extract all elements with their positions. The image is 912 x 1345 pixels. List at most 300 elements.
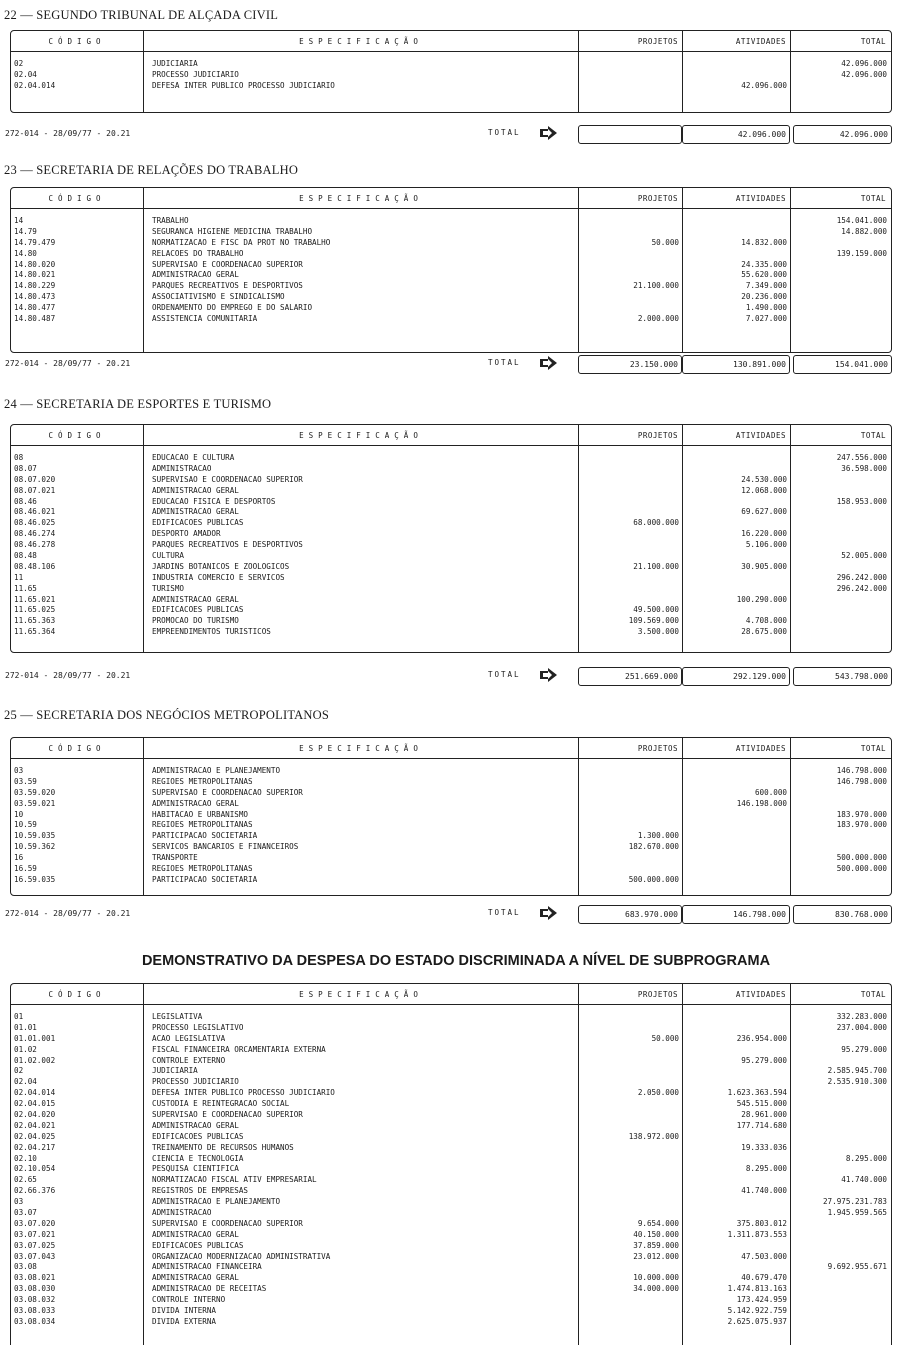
cell-total: 332.283.000 <box>836 1012 887 1021</box>
cell-projetos <box>579 810 682 821</box>
cell-total <box>791 507 890 518</box>
header-atividades: ATIVIDADES <box>683 31 791 51</box>
cell-projetos: 49.500.000 <box>633 605 679 615</box>
cell-especificacao: ASSISTENCIA COMUNITARIA <box>152 314 258 324</box>
cell-projetos <box>579 864 682 875</box>
cell-especificacao: RELACOES DO TRABALHO <box>152 248 244 258</box>
header-codigo: CÓDIGO <box>11 188 144 208</box>
table-body <box>11 1005 891 1345</box>
cell-atividades <box>683 1208 790 1219</box>
cell-total <box>791 1164 890 1175</box>
cell-especificacao: SUPERVISAO E COORDENACAO SUPERIOR <box>152 787 303 797</box>
cell-codigo: 01 <box>14 1012 24 1021</box>
column-projetos <box>579 446 683 652</box>
cell-atividades <box>683 605 790 616</box>
cell-codigo: 14.79 <box>14 226 37 236</box>
cell-especificacao: EMPREENDIMENTOS TURISTICOS <box>152 627 271 637</box>
cell-atividades: 47.503.000 <box>741 1251 787 1261</box>
cell-especificacao: ADMINISTRACAO E PLANEJAMENTO <box>152 766 281 775</box>
cell-especificacao: CULTURA <box>152 551 185 561</box>
cell-total <box>791 518 890 529</box>
cell-projetos <box>579 1317 682 1328</box>
section-title: 24 — SECRETARIA DE ESPORTES E TURISMO <box>4 397 272 411</box>
cell-atividades: 177.714.680 <box>736 1120 787 1130</box>
column-especificacao <box>144 759 579 895</box>
cell-codigo: 08.46 <box>14 496 37 506</box>
cell-atividades: 100.290.000 <box>736 594 787 604</box>
cell-projetos <box>579 507 682 518</box>
cell-atividades <box>683 497 790 508</box>
header-codigo: CÓDIGO <box>11 425 144 445</box>
print-stamp: 272-014 - 28/09/77 - 20.21 <box>5 909 131 918</box>
cell-total: 183.970.000 <box>836 820 887 830</box>
cell-especificacao: PESQUISA CIENTIFICA <box>152 1164 239 1174</box>
cell-projetos <box>579 260 682 271</box>
table-header <box>11 738 891 759</box>
budget-table <box>10 737 892 896</box>
header-projetos: PROJETOS <box>579 738 683 758</box>
cell-codigo: 03.59.020 <box>14 787 56 797</box>
cell-atividades <box>683 216 790 227</box>
header-projetos: PROJETOS <box>579 425 683 445</box>
cell-codigo: 08.07 <box>14 463 37 473</box>
cell-atividades: 41.740.000 <box>741 1186 787 1196</box>
header-projetos: PROJETOS <box>579 984 683 1004</box>
cell-codigo: 08.48 <box>14 551 37 561</box>
cell-total: 8.295.000 <box>845 1153 887 1163</box>
total-projetos <box>578 125 682 144</box>
cell-total: 139.159.000 <box>836 248 887 258</box>
cell-projetos <box>579 81 682 92</box>
cell-codigo: 03.08.021 <box>14 1273 56 1283</box>
cell-projetos <box>579 584 682 595</box>
cell-atividades: 1.490.000 <box>745 303 787 313</box>
cell-total <box>791 486 890 497</box>
cell-especificacao: PROCESSO LEGISLATIVO <box>152 1022 244 1032</box>
cell-atividades: 1.311.873.553 <box>727 1229 787 1239</box>
cell-total <box>791 238 890 249</box>
cell-atividades: 16.220.000 <box>741 529 787 539</box>
cell-codigo: 02.04 <box>14 1077 37 1087</box>
cell-especificacao: JUDICIARIA <box>152 1066 198 1076</box>
cell-projetos: 109.569.000 <box>628 616 679 626</box>
cell-projetos <box>579 1164 682 1175</box>
cell-especificacao: EDUCACAO FISICA E DESPORTOS <box>152 496 276 506</box>
cell-codigo: 14 <box>14 216 24 225</box>
cell-atividades <box>683 810 790 821</box>
cell-projetos <box>579 486 682 497</box>
cell-total <box>791 475 890 486</box>
cell-atividades: 375.803.012 <box>736 1218 787 1228</box>
cell-especificacao: EDIFICACOES PUBLICAS <box>152 518 244 528</box>
cell-atividades <box>683 1066 790 1077</box>
header-atividades: ATIVIDADES <box>683 425 791 445</box>
cell-codigo: 01.02 <box>14 1044 37 1054</box>
arrow-right-icon <box>540 126 558 140</box>
cell-projetos <box>579 1143 682 1154</box>
cell-codigo: 03.08.030 <box>14 1284 56 1294</box>
cell-codigo: 02.04.020 <box>14 1110 56 1120</box>
cell-especificacao: HABITACAO E URBANISMO <box>152 809 249 819</box>
cell-projetos: 23.012.000 <box>633 1251 679 1261</box>
cell-especificacao: CONTROLE EXTERNO <box>152 1055 226 1065</box>
cell-projetos: 34.000.000 <box>633 1284 679 1294</box>
cell-atividades <box>683 453 790 464</box>
cell-especificacao: PROCESSO JUDICIARIO <box>152 1077 239 1087</box>
cell-total <box>791 1121 890 1132</box>
cell-total: 500.000.000 <box>836 853 887 863</box>
cell-especificacao: ADMINISTRACAO GERAL <box>152 594 239 604</box>
cell-atividades: 30.905.000 <box>741 561 787 571</box>
cell-total: 296.242.000 <box>836 583 887 593</box>
cell-atividades <box>683 1262 790 1273</box>
cell-total <box>791 842 890 853</box>
cell-codigo: 14.80.020 <box>14 259 56 269</box>
cell-especificacao: DESPORTO AMADOR <box>152 529 221 539</box>
cell-projetos <box>579 853 682 864</box>
cell-total <box>791 875 890 886</box>
column-especificacao <box>144 446 579 652</box>
cell-especificacao: ADMINISTRACAO FINANCEIRA <box>152 1262 262 1272</box>
cell-projetos <box>579 1262 682 1273</box>
cell-codigo: 01.02.002 <box>14 1055 56 1065</box>
cell-atividades: 69.627.000 <box>741 507 787 517</box>
cell-atividades <box>683 518 790 529</box>
cell-projetos: 9.654.000 <box>637 1218 679 1228</box>
column-projetos <box>579 1005 683 1345</box>
cell-especificacao: EDIFICACOES PUBLICAS <box>152 1131 244 1141</box>
cell-codigo: 14.80.229 <box>14 281 56 291</box>
cell-codigo: 10 <box>14 809 24 819</box>
arrow-right-icon <box>540 668 558 682</box>
table-header <box>11 425 891 446</box>
cell-total <box>791 540 890 551</box>
total-atividades: 42.096.000 <box>682 125 790 144</box>
cell-especificacao: DIVIDA EXTERNA <box>152 1316 217 1326</box>
cell-codigo: 08.46.274 <box>14 529 56 539</box>
table-header <box>11 984 891 1005</box>
cell-total: 41.740.000 <box>841 1175 887 1185</box>
cell-total: 158.953.000 <box>836 496 887 506</box>
header-total: TOTAL <box>860 743 886 753</box>
header-especificacao: ESPECIFICAÇÃO <box>144 31 579 51</box>
cell-total: 52.005.000 <box>841 551 887 561</box>
cell-codigo: 08 <box>14 453 24 462</box>
cell-especificacao: ASSOCIATIVISMO E SINDICALISMO <box>152 292 285 302</box>
cell-atividades <box>683 1023 790 1034</box>
table-body <box>11 209 891 352</box>
cell-atividades: 7.349.000 <box>745 281 787 291</box>
cell-total <box>791 562 890 573</box>
cell-especificacao: ORGANIZACAO MODERNIZACAO ADMINISTRATIVA <box>152 1251 331 1261</box>
cell-total <box>791 788 890 799</box>
column-projetos <box>579 52 683 112</box>
cell-codigo: 11.65 <box>14 583 37 593</box>
cell-especificacao: DEFESA INTER PUBLICO PROCESSO JUDICIARIO <box>152 80 335 90</box>
cell-projetos <box>579 1197 682 1208</box>
cell-codigo: 08.46.025 <box>14 518 56 528</box>
cell-total: 27.975.231.783 <box>822 1197 887 1207</box>
cell-atividades <box>683 227 790 238</box>
cell-especificacao: PARQUES RECREATIVOS E DESPORTIVOS <box>152 281 303 291</box>
cell-especificacao: ADMINISTRACAO E PLANEJAMENTO <box>152 1197 281 1207</box>
cell-especificacao: ADMINISTRACAO <box>152 1208 212 1218</box>
header-especificacao: ESPECIFICAÇÃO <box>144 188 579 208</box>
cell-codigo: 03.08 <box>14 1262 37 1272</box>
cell-especificacao: CONTROLE INTERNO <box>152 1295 226 1305</box>
cell-codigo: 03.07.020 <box>14 1218 56 1228</box>
cell-atividades: 28.675.000 <box>741 627 787 637</box>
cell-projetos: 500.000.000 <box>628 874 679 884</box>
cell-atividades: 5.106.000 <box>745 540 787 550</box>
cell-especificacao: ORDENAMENTO DO EMPREGO E DO SALARIO <box>152 303 313 313</box>
budget-table <box>10 424 892 653</box>
cell-total <box>791 1056 890 1067</box>
cell-projetos <box>579 799 682 810</box>
section-title: 23 — SECRETARIA DE RELAÇÕES DO TRABALHO <box>4 163 299 177</box>
cell-especificacao: PARTICIPACAO SOCIETARIA <box>152 874 258 884</box>
cell-total <box>791 1099 890 1110</box>
cell-atividades: 1.474.813.163 <box>727 1284 787 1294</box>
cell-projetos <box>579 1175 682 1186</box>
cell-codigo: 02.04.014 <box>14 1088 56 1098</box>
cell-atividades <box>683 777 790 788</box>
budget-table <box>10 30 892 113</box>
cell-especificacao: PROMOCAO DO TURISMO <box>152 616 239 626</box>
cell-codigo: 03.07 <box>14 1208 37 1218</box>
cell-projetos: 21.100.000 <box>633 281 679 291</box>
table-body <box>11 52 891 112</box>
cell-codigo: 11.65.363 <box>14 616 56 626</box>
cell-especificacao: ADMINISTRACAO GERAL <box>152 485 239 495</box>
cell-total <box>791 831 890 842</box>
cell-especificacao: DEFESA INTER PUBLICO PROCESSO JUDICIARIO <box>152 1088 335 1098</box>
cell-projetos <box>579 1295 682 1306</box>
cell-especificacao: ADMINISTRACAO GERAL <box>152 507 239 517</box>
cell-codigo: 08.46.021 <box>14 507 56 517</box>
cell-atividades: 5.142.922.759 <box>727 1306 787 1316</box>
column-codigo <box>11 1005 144 1345</box>
cell-codigo: 03.08.034 <box>14 1316 56 1326</box>
cell-especificacao: PARQUES RECREATIVOS E DESPORTIVOS <box>152 540 303 550</box>
print-stamp: 272-014 - 28/09/77 - 20.21 <box>5 129 131 138</box>
column-total <box>791 1005 890 1345</box>
cell-atividades <box>683 1077 790 1088</box>
cell-total <box>791 595 890 606</box>
total-row <box>0 355 912 375</box>
cell-codigo: 02.04.014 <box>14 80 56 90</box>
cell-projetos <box>579 1012 682 1023</box>
cell-projetos: 10.000.000 <box>633 1273 679 1283</box>
cell-projetos <box>579 1154 682 1165</box>
cell-atividades: 146.198.000 <box>736 798 787 808</box>
cell-atividades: 55.620.000 <box>741 270 787 280</box>
cell-projetos <box>579 766 682 777</box>
cell-total <box>791 1317 890 1328</box>
cell-total: 2.535.910.300 <box>827 1077 887 1087</box>
cell-total <box>791 1219 890 1230</box>
header-codigo: CÓDIGO <box>11 984 144 1004</box>
cell-projetos <box>579 59 682 70</box>
cell-atividades <box>683 1012 790 1023</box>
total-total: 830.768.000 <box>793 905 892 924</box>
cell-especificacao: REGISTROS DE EMPRESAS <box>152 1186 249 1196</box>
cell-codigo: 08.07.020 <box>14 474 56 484</box>
cell-atividades <box>683 584 790 595</box>
cell-total: 296.242.000 <box>836 572 887 582</box>
cell-atividades: 40.679.470 <box>741 1273 787 1283</box>
cell-atividades: 236.954.000 <box>736 1033 787 1043</box>
cell-total <box>791 627 890 638</box>
column-atividades <box>683 759 791 895</box>
cell-especificacao: ADMINISTRACAO GERAL <box>152 270 239 280</box>
cell-atividades <box>683 1197 790 1208</box>
cell-atividades: 600.000 <box>754 787 787 797</box>
cell-total: 154.041.000 <box>836 216 887 225</box>
cell-especificacao: EDIFICACOES PUBLICAS <box>152 605 244 615</box>
cell-projetos: 37.859.000 <box>633 1240 679 1250</box>
cell-projetos <box>579 475 682 486</box>
cell-projetos: 21.100.000 <box>633 561 679 571</box>
header-total: TOTAL <box>860 36 886 46</box>
cell-total: 183.970.000 <box>836 809 887 819</box>
cell-projetos: 50.000 <box>651 1033 679 1043</box>
section-title: 22 — SEGUNDO TRIBUNAL DE ALÇADA CIVIL <box>4 8 279 22</box>
cell-especificacao: JUDICIARIA <box>152 59 198 68</box>
cell-total <box>791 303 890 314</box>
cell-codigo: 02.04.025 <box>14 1131 56 1141</box>
cell-projetos <box>579 464 682 475</box>
cell-codigo: 14.80.487 <box>14 314 56 324</box>
cell-especificacao: TURISMO <box>152 583 185 593</box>
cell-projetos <box>579 1121 682 1132</box>
cell-atividades: 19.333.036 <box>741 1142 787 1152</box>
cell-projetos: 2.050.000 <box>637 1088 679 1098</box>
cell-projetos: 40.150.000 <box>633 1229 679 1239</box>
header-codigo: CÓDIGO <box>11 738 144 758</box>
cell-projetos <box>579 1023 682 1034</box>
cell-projetos: 1.300.000 <box>637 831 679 841</box>
cell-codigo: 16.59 <box>14 864 37 874</box>
cell-especificacao: REGIOES METROPOLITANAS <box>152 864 253 874</box>
cell-total <box>791 1252 890 1263</box>
cell-codigo: 08.46.278 <box>14 540 56 550</box>
cell-atividades <box>683 766 790 777</box>
cell-especificacao: NORMATIZACAO E FISC DA PROT NO TRABALHO <box>152 237 331 247</box>
total-atividades: 146.798.000 <box>682 905 790 924</box>
cell-atividades: 173.424.959 <box>736 1295 787 1305</box>
column-total <box>791 759 890 895</box>
cell-total: 14.882.000 <box>841 226 887 236</box>
cell-especificacao: TRANSPORTE <box>152 853 198 863</box>
cell-codigo: 11.65.025 <box>14 605 56 615</box>
cell-especificacao: TRABALHO <box>152 216 189 225</box>
cell-atividades: 95.279.000 <box>741 1055 787 1065</box>
cell-projetos <box>579 595 682 606</box>
cell-atividades: 24.335.000 <box>741 259 787 269</box>
cell-total <box>791 616 890 627</box>
cell-projetos <box>579 788 682 799</box>
cell-projetos <box>579 573 682 584</box>
cell-codigo: 14.80.477 <box>14 303 56 313</box>
cell-projetos <box>579 777 682 788</box>
cell-total: 237.004.000 <box>836 1022 887 1032</box>
cell-atividades <box>683 70 790 81</box>
column-projetos <box>579 209 683 352</box>
column-atividades <box>683 209 791 352</box>
cell-especificacao: SUPERVISAO E COORDENACAO SUPERIOR <box>152 1218 303 1228</box>
column-projetos <box>579 759 683 895</box>
arrow-right-icon <box>540 906 558 920</box>
cell-atividades: 42.096.000 <box>741 80 787 90</box>
cell-atividades <box>683 1132 790 1143</box>
cell-total <box>791 1284 890 1295</box>
column-atividades <box>683 52 791 112</box>
cell-atividades <box>683 59 790 70</box>
main-heading: DEMONSTRATIVO DA DESPESA DO ESTADO DISCRIMINADA A NÍVEL DE SUBPROGRAMA <box>141 953 771 969</box>
cell-total: 146.798.000 <box>836 776 887 786</box>
cell-codigo: 03.07.025 <box>14 1240 56 1250</box>
cell-projetos: 138.972.000 <box>628 1131 679 1141</box>
cell-atividades: 20.236.000 <box>741 292 787 302</box>
cell-projetos <box>579 551 682 562</box>
header-total: TOTAL <box>860 430 886 440</box>
cell-total <box>791 1241 890 1252</box>
cell-especificacao: REGIOES METROPOLITANAS <box>152 820 253 830</box>
cell-especificacao: ADMINISTRACAO GERAL <box>152 1273 239 1283</box>
cell-total: 1.945.959.565 <box>827 1208 887 1218</box>
budget-table <box>10 983 892 1345</box>
column-especificacao <box>144 209 579 352</box>
cell-projetos <box>579 1186 682 1197</box>
cell-especificacao: SERVICOS BANCARIOS E FINANCEIROS <box>152 842 299 852</box>
cell-atividades <box>683 853 790 864</box>
total-atividades: 292.129.000 <box>682 667 790 686</box>
cell-codigo: 11.65.021 <box>14 594 56 604</box>
cell-especificacao: ADMINISTRACAO GERAL <box>152 1229 239 1239</box>
cell-codigo: 02.04.015 <box>14 1099 56 1109</box>
cell-projetos <box>579 270 682 281</box>
cell-total <box>791 799 890 810</box>
cell-projetos <box>579 1056 682 1067</box>
header-especificacao: ESPECIFICAÇÃO <box>144 738 579 758</box>
cell-atividades: 1.623.363.594 <box>727 1088 787 1098</box>
cell-codigo: 08.07.021 <box>14 485 56 495</box>
section-title: 25 — SECRETARIA DOS NEGÓCIOS METROPOLITANOS <box>4 708 330 722</box>
cell-codigo: 14.80 <box>14 248 37 258</box>
cell-projetos: 2.000.000 <box>637 314 679 324</box>
cell-projetos <box>579 1099 682 1110</box>
total-label: TOTAL <box>488 908 521 917</box>
cell-especificacao: ADMINISTRACAO <box>152 463 212 473</box>
cell-projetos <box>579 540 682 551</box>
print-stamp: 272-014 - 28/09/77 - 20.21 <box>5 359 131 368</box>
cell-atividades <box>683 1154 790 1165</box>
total-row <box>0 125 912 145</box>
header-especificacao: ESPECIFICAÇÃO <box>144 425 579 445</box>
table-body <box>11 446 891 652</box>
cell-especificacao: PARTICIPACAO SOCIETARIA <box>152 831 258 841</box>
cell-codigo: 03.07.043 <box>14 1251 56 1261</box>
cell-codigo: 02.65 <box>14 1175 37 1185</box>
cell-codigo: 03.07.021 <box>14 1229 56 1239</box>
cell-atividades: 12.068.000 <box>741 485 787 495</box>
cell-atividades: 24.530.000 <box>741 474 787 484</box>
cell-total <box>791 281 890 292</box>
cell-codigo: 01.01.001 <box>14 1033 56 1043</box>
header-total: TOTAL <box>860 193 886 203</box>
cell-especificacao: EDIFICACOES PUBLICAS <box>152 1240 244 1250</box>
